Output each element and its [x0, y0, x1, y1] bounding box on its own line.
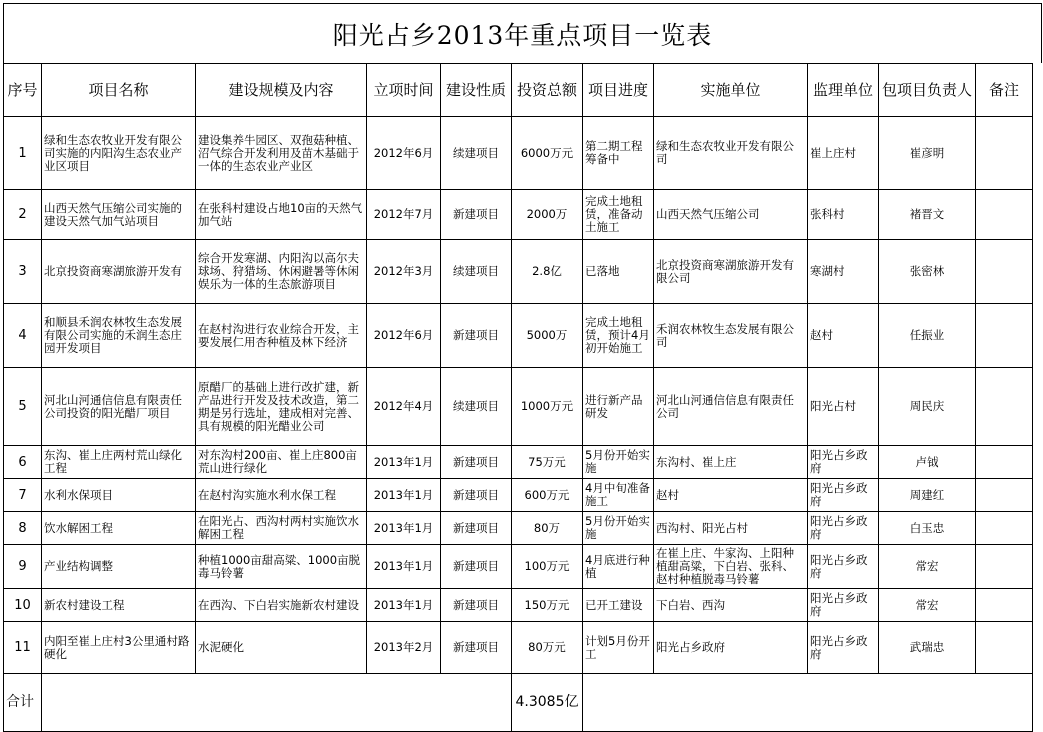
- table-title: 阳光占乡2013年重点项目一览表: [332, 20, 713, 50]
- row-no-cell[interactable]: 8: [4, 512, 42, 545]
- row-name-cell[interactable]: 山西天然气压缩公司实施的建设天然气加气站项目: [42, 190, 196, 240]
- header-cell-name[interactable]: 项目名称: [42, 64, 196, 117]
- header-cell-invest[interactable]: 投资总额: [512, 64, 583, 117]
- row-leader-cell[interactable]: 张密林: [879, 240, 976, 304]
- row-no-cell[interactable]: 3: [4, 240, 42, 304]
- row-no-cell[interactable]: 2: [4, 190, 42, 240]
- row-unit-cell[interactable]: 在崔上庄、牛家沟、上阳种植甜高粱，下白岩、张科、赵村种植脱毒马铃薯: [654, 545, 808, 589]
- row-leader-cell[interactable]: 崔彦明: [879, 117, 976, 190]
- table-row: [4, 446, 1033, 479]
- table-row: [4, 117, 1033, 190]
- row-date-cell[interactable]: 2012年4月: [367, 368, 441, 446]
- row-supervisor-cell[interactable]: 阳光占乡政府: [808, 622, 879, 674]
- row-name-cell[interactable]: 水利水保项目: [42, 479, 196, 512]
- row-unit-cell[interactable]: 绿和生态农牧业开发有限公司: [654, 117, 808, 190]
- row-invest-cell[interactable]: 6000万元: [512, 117, 583, 190]
- total-label-cell[interactable]: 合计: [4, 674, 42, 732]
- row-name-cell[interactable]: 和顺县禾润农林牧生态发展有限公司实施的禾润生态庄园开发项目: [42, 304, 196, 368]
- row-note-cell[interactable]: [976, 479, 1033, 512]
- row-no-cell[interactable]: 7: [4, 479, 42, 512]
- row-note-cell[interactable]: [976, 589, 1033, 622]
- total-blank-cell[interactable]: [42, 674, 512, 732]
- row-no-cell[interactable]: 6: [4, 446, 42, 479]
- row-unit-cell[interactable]: 下白岩、西沟: [654, 589, 808, 622]
- row-note-cell[interactable]: [976, 304, 1033, 368]
- row-no-cell[interactable]: 10: [4, 589, 42, 622]
- row-note-cell[interactable]: [976, 545, 1033, 589]
- row-supervisor-cell[interactable]: 阳光占村: [808, 368, 879, 446]
- row-date-cell[interactable]: 2013年1月: [367, 479, 441, 512]
- row-name-cell[interactable]: 河北山河通信信息有限责任公司投资的阳光醋厂项目: [42, 368, 196, 446]
- row-leader-cell[interactable]: 白玉忠: [879, 512, 976, 545]
- row-name-cell[interactable]: 北京投资商寒湖旅游开发有: [42, 240, 196, 304]
- row-nature-cell[interactable]: 新建项目: [441, 479, 512, 512]
- row-scale-cell[interactable]: 在赵村沟实施水利水保工程: [196, 479, 367, 512]
- row-unit-cell[interactable]: 北京投资商寒湖旅游开发有限公司: [654, 240, 808, 304]
- row-nature-cell[interactable]: 新建项目: [441, 304, 512, 368]
- row-leader-cell[interactable]: 褚晋文: [879, 190, 976, 240]
- row-date-cell[interactable]: 2013年2月: [367, 622, 441, 674]
- row-nature-cell[interactable]: 续建项目: [441, 240, 512, 304]
- row-progress-cell[interactable]: 进行新产品研发: [583, 368, 654, 446]
- row-leader-cell[interactable]: 卢钺: [879, 446, 976, 479]
- total-row: [4, 674, 1033, 732]
- row-leader-cell[interactable]: 周建红: [879, 479, 976, 512]
- row-nature-cell[interactable]: 新建项目: [441, 589, 512, 622]
- row-invest-cell[interactable]: 150万元: [512, 589, 583, 622]
- row-no-cell[interactable]: 9: [4, 545, 42, 589]
- row-date-cell[interactable]: 2012年7月: [367, 190, 441, 240]
- row-note-cell[interactable]: [976, 622, 1033, 674]
- row-date-cell[interactable]: 2012年3月: [367, 240, 441, 304]
- row-scale-cell[interactable]: 水泥硬化: [196, 622, 367, 674]
- row-scale-cell[interactable]: 原醋厂的基础上进行改扩建，新产品进行开发及技术改造，第二期是另行选址，建成相对完善、具有规模的阳光醋业公司: [196, 368, 367, 446]
- row-no-cell[interactable]: 4: [4, 304, 42, 368]
- row-leader-cell[interactable]: 周民庆: [879, 368, 976, 446]
- row-invest-cell[interactable]: 2000万: [512, 190, 583, 240]
- table-row: [4, 479, 1033, 512]
- row-supervisor-cell[interactable]: 崔上庄村: [808, 117, 879, 190]
- row-scale-cell[interactable]: 在赵村沟进行农业综合开发，主要发展仁用杏种植及林下经济: [196, 304, 367, 368]
- table-body: [4, 117, 1033, 674]
- table-row: [4, 512, 1033, 545]
- row-no-cell[interactable]: 1: [4, 117, 42, 190]
- row-name-cell[interactable]: 饮水解困工程: [42, 512, 196, 545]
- row-note-cell[interactable]: [976, 446, 1033, 479]
- header-cell-date[interactable]: 立项时间: [367, 64, 441, 117]
- header-cell-nature[interactable]: 建设性质: [441, 64, 512, 117]
- row-progress-cell[interactable]: 已落地: [583, 240, 654, 304]
- header-row: [4, 64, 1033, 117]
- table-row: [4, 589, 1033, 622]
- row-unit-cell[interactable]: 禾润农林牧生态发展有限公司: [654, 304, 808, 368]
- row-invest-cell[interactable]: 600万元: [512, 479, 583, 512]
- row-nature-cell[interactable]: 新建项目: [441, 622, 512, 674]
- row-date-cell[interactable]: 2013年1月: [367, 446, 441, 479]
- row-nature-cell[interactable]: 新建项目: [441, 512, 512, 545]
- row-invest-cell[interactable]: 80万: [512, 512, 583, 545]
- header-cell-unit[interactable]: 实施单位: [654, 64, 808, 117]
- row-date-cell[interactable]: 2013年1月: [367, 512, 441, 545]
- row-nature-cell[interactable]: 新建项目: [441, 446, 512, 479]
- row-note-cell[interactable]: [976, 240, 1033, 304]
- row-nature-cell[interactable]: 续建项目: [441, 117, 512, 190]
- row-date-cell[interactable]: 2012年6月: [367, 304, 441, 368]
- row-supervisor-cell[interactable]: 阳光占乡政府: [808, 512, 879, 545]
- row-nature-cell[interactable]: 续建项目: [441, 368, 512, 446]
- row-leader-cell[interactable]: 武瑞忠: [879, 622, 976, 674]
- row-name-cell[interactable]: 东沟、崔上庄两村荒山绿化工程: [42, 446, 196, 479]
- row-scale-cell[interactable]: 建设集养牛园区、双孢菇种植、沼气综合开发利用及苗木基础于一体的生态农业产业区: [196, 117, 367, 190]
- row-nature-cell[interactable]: 新建项目: [441, 190, 512, 240]
- row-name-cell[interactable]: 绿和生态农牧业开发有限公司实施的内阳沟生态农业产业区项目: [42, 117, 196, 190]
- table-title-cell[interactable]: [3, 3, 1042, 63]
- row-progress-cell[interactable]: 第二期工程筹备中: [583, 117, 654, 190]
- row-no-cell[interactable]: 5: [4, 368, 42, 446]
- row-progress-cell[interactable]: 完成土地租赁，准备动土施工: [583, 190, 654, 240]
- row-invest-cell[interactable]: 2.8亿: [512, 240, 583, 304]
- header-cell-leader[interactable]: 包项目负责人: [879, 64, 976, 117]
- row-supervisor-cell[interactable]: 赵村: [808, 304, 879, 368]
- row-invest-cell[interactable]: 1000万元: [512, 368, 583, 446]
- row-progress-cell[interactable]: 完成土地租赁，预计4月初开始施工: [583, 304, 654, 368]
- header-cell-no[interactable]: 序号: [4, 64, 42, 117]
- row-nature-cell[interactable]: 新建项目: [441, 545, 512, 589]
- row-progress-cell[interactable]: 4月底进行种植: [583, 545, 654, 589]
- total-value-cell[interactable]: 4.3085亿: [512, 674, 583, 732]
- header-cell-note[interactable]: 备注: [976, 64, 1033, 117]
- row-progress-cell[interactable]: 4月中旬准备施工: [583, 479, 654, 512]
- row-scale-cell[interactable]: 种植1000亩甜高粱、1000亩脱毒马铃薯: [196, 545, 367, 589]
- row-supervisor-cell[interactable]: 阳光占乡政府: [808, 589, 879, 622]
- row-unit-cell[interactable]: 山西天然气压缩公司: [654, 190, 808, 240]
- row-supervisor-cell[interactable]: 阳光占乡政府: [808, 446, 879, 479]
- header-cell-progress[interactable]: 项目进度: [583, 64, 654, 117]
- row-date-cell[interactable]: 2012年6月: [367, 117, 441, 190]
- row-note-cell[interactable]: [976, 190, 1033, 240]
- row-unit-cell[interactable]: 阳光占乡政府: [654, 622, 808, 674]
- row-no-cell[interactable]: 11: [4, 622, 42, 674]
- row-scale-cell[interactable]: 综合开发寒湖、内阳沟以高尔夫球场、狩猎场、休闲避暑等休闲娱乐为一体的生态旅游项目: [196, 240, 367, 304]
- row-progress-cell[interactable]: 计划5月份开工: [583, 622, 654, 674]
- row-progress-cell[interactable]: 5月份开始实施: [583, 512, 654, 545]
- row-note-cell[interactable]: [976, 368, 1033, 446]
- row-name-cell[interactable]: 内阳至崔上庄村3公里通村路硬化: [42, 622, 196, 674]
- row-date-cell[interactable]: 2013年1月: [367, 545, 441, 589]
- row-supervisor-cell[interactable]: 寒湖村: [808, 240, 879, 304]
- row-date-cell[interactable]: 2013年1月: [367, 589, 441, 622]
- row-scale-cell[interactable]: 在西沟、下白岩实施新农村建设: [196, 589, 367, 622]
- table-row: [4, 240, 1033, 304]
- row-supervisor-cell[interactable]: 阳光占乡政府: [808, 545, 879, 589]
- row-progress-cell[interactable]: 5月份开始实施: [583, 446, 654, 479]
- row-supervisor-cell[interactable]: 张科村: [808, 190, 879, 240]
- row-leader-cell[interactable]: 常宏: [879, 589, 976, 622]
- row-scale-cell[interactable]: 对东沟村200亩、崔上庄800亩荒山进行绿化: [196, 446, 367, 479]
- table-row: [4, 545, 1033, 589]
- row-scale-cell[interactable]: 在阳光占、西沟村两村实施饮水解困工程: [196, 512, 367, 545]
- row-supervisor-cell[interactable]: 阳光占乡政府: [808, 479, 879, 512]
- row-leader-cell[interactable]: 常宏: [879, 545, 976, 589]
- row-invest-cell[interactable]: 80万元: [512, 622, 583, 674]
- row-unit-cell[interactable]: 西沟村、阳光占村: [654, 512, 808, 545]
- header-cell-supervisor[interactable]: 监理单位: [808, 64, 879, 117]
- row-unit-cell[interactable]: 河北山河通信信息有限责任公司: [654, 368, 808, 446]
- row-note-cell[interactable]: [976, 117, 1033, 190]
- row-invest-cell[interactable]: 100万元: [512, 545, 583, 589]
- table-row: [4, 622, 1033, 674]
- total-trailing-cell[interactable]: [583, 674, 1033, 732]
- table-row: [4, 368, 1033, 446]
- row-unit-cell[interactable]: 东沟村、崔上庄: [654, 446, 808, 479]
- row-name-cell[interactable]: 产业结构调整: [42, 545, 196, 589]
- project-table: [3, 63, 1033, 732]
- row-note-cell[interactable]: [976, 512, 1033, 545]
- row-scale-cell[interactable]: 在张科村建设占地10亩的天然气加气站: [196, 190, 367, 240]
- row-unit-cell[interactable]: 赵村: [654, 479, 808, 512]
- row-leader-cell[interactable]: 任振业: [879, 304, 976, 368]
- row-invest-cell[interactable]: 75万元: [512, 446, 583, 479]
- row-progress-cell[interactable]: 已开工建设: [583, 589, 654, 622]
- row-name-cell[interactable]: 新农村建设工程: [42, 589, 196, 622]
- row-invest-cell[interactable]: 5000万: [512, 304, 583, 368]
- header-cell-scale[interactable]: 建设规模及内容: [196, 64, 367, 117]
- table-row: [4, 304, 1033, 368]
- table-row: [4, 190, 1033, 240]
